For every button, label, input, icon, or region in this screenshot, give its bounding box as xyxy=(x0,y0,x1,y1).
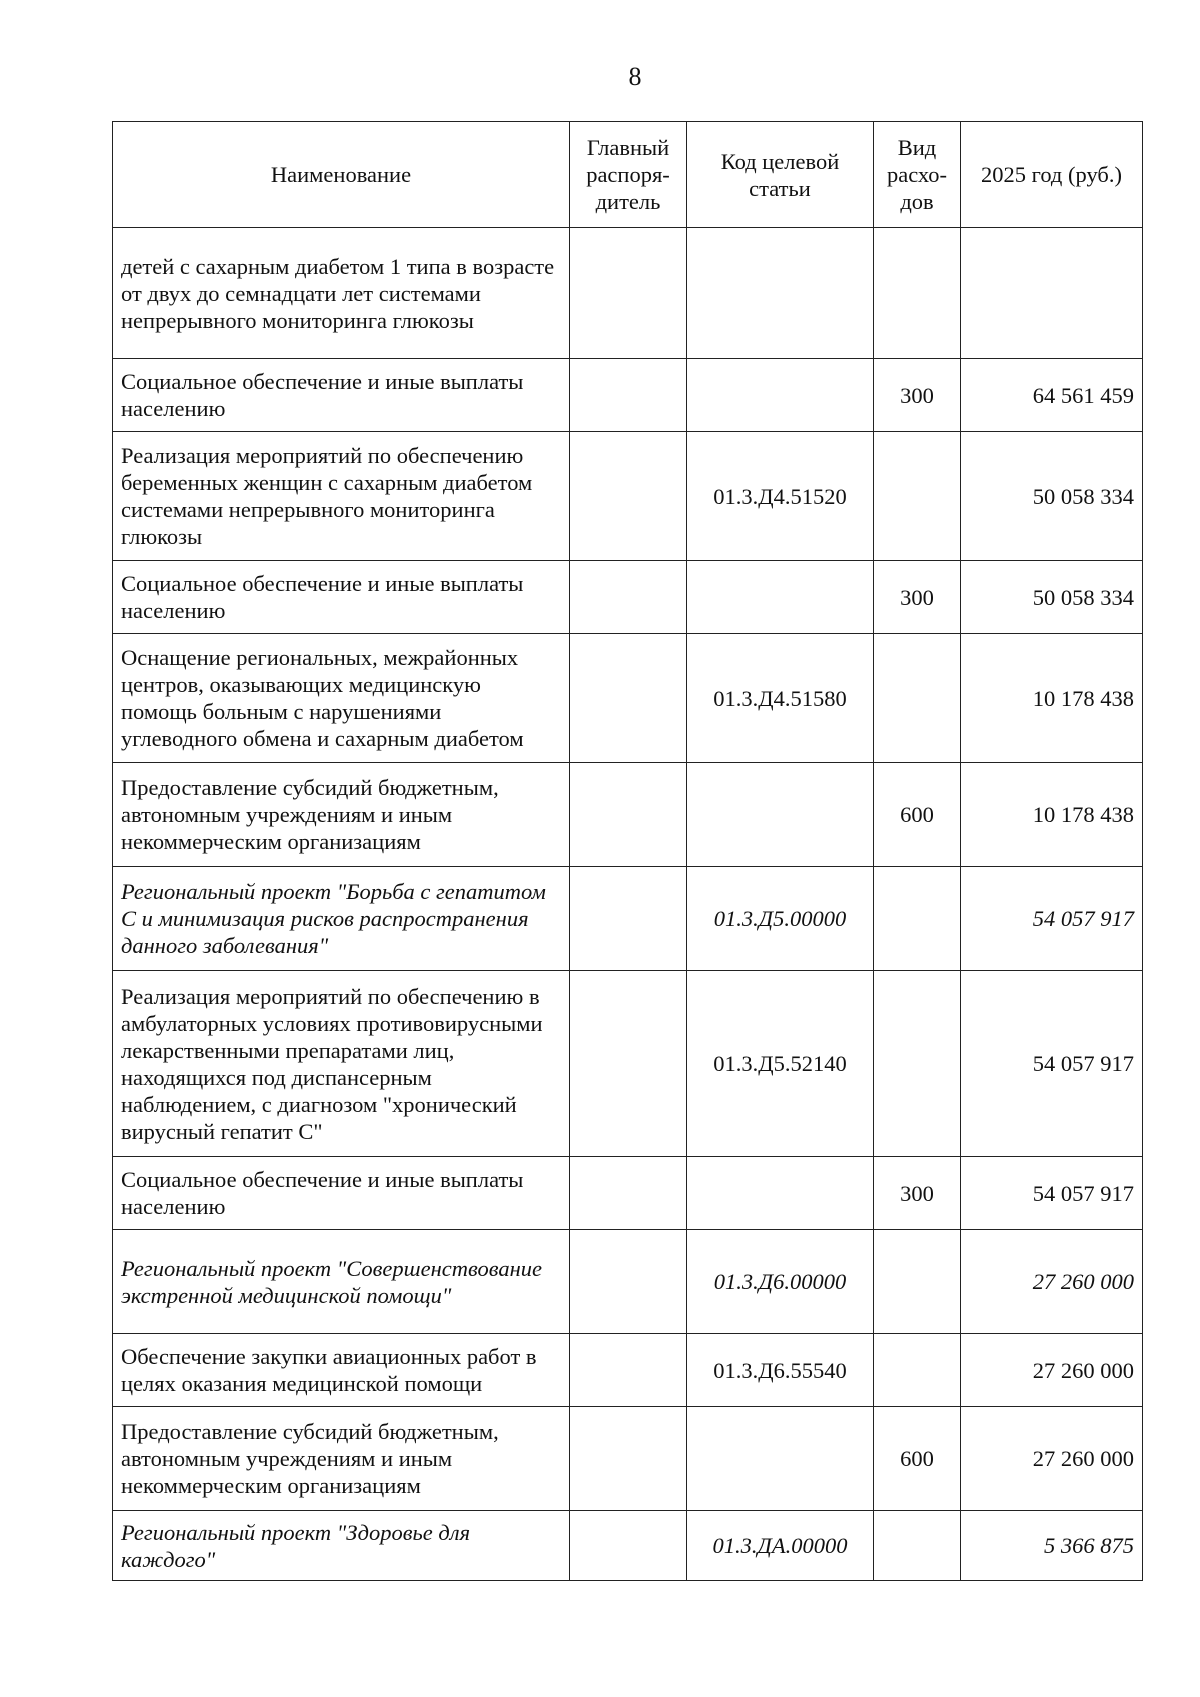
table-row xyxy=(113,867,1143,971)
row-kod-cell xyxy=(687,1407,874,1511)
row-kod-cell xyxy=(687,763,874,867)
row-amount-cell: 54 057 917 xyxy=(961,867,1143,971)
row-name-cell: Социальное обеспечение и иные выплаты населению xyxy=(113,1157,570,1230)
table-row xyxy=(113,1407,1143,1511)
table-row xyxy=(113,1157,1143,1230)
row-name-cell: Региональный проект "Борьба с гепатитом С и минимизация рисков распространения данного заболевания" xyxy=(113,867,570,971)
row-kod-cell: 01.3.Д6.55540 xyxy=(687,1334,874,1407)
row-name-cell: Реализация мероприятий по обеспечению беременных женщин с сахарным диабетом системами непрерывного мониторинга глюкозы xyxy=(113,432,570,561)
row-glavny-cell xyxy=(570,971,687,1157)
row-glavny-cell xyxy=(570,359,687,432)
table-row xyxy=(113,432,1143,561)
row-vid-cell xyxy=(874,867,961,971)
table-row xyxy=(113,1230,1143,1334)
row-name-cell: Обеспечение закупки авиационных работ в целях оказания медицинской помощи xyxy=(113,1334,570,1407)
row-kod-cell: 01.3.Д4.51520 xyxy=(687,432,874,561)
header-kod: Код целевой статьи xyxy=(687,122,874,228)
row-name-cell: Предоставление субсидий бюджетным, автономным учреждениям и иным некоммерческим организациям xyxy=(113,763,570,867)
row-glavny-cell xyxy=(570,1157,687,1230)
table-header-row xyxy=(113,122,1143,228)
row-glavny-cell xyxy=(570,1511,687,1581)
row-kod-cell xyxy=(687,561,874,634)
row-vid-cell xyxy=(874,971,961,1157)
row-kod-cell: 01.3.ДА.00000 xyxy=(687,1511,874,1581)
row-glavny-cell xyxy=(570,1230,687,1334)
row-name-cell: Предоставление субсидий бюджетным, автономным учреждениям и иным некоммерческим организациям xyxy=(113,1407,570,1511)
row-glavny-cell xyxy=(570,1334,687,1407)
table-row xyxy=(113,634,1143,763)
budget-table xyxy=(112,121,1143,1581)
row-vid-cell xyxy=(874,1511,961,1581)
row-amount-cell: 54 057 917 xyxy=(961,971,1143,1157)
row-kod-cell xyxy=(687,228,874,359)
row-amount-cell: 64 561 459 xyxy=(961,359,1143,432)
row-name-cell: детей с сахарным диабетом 1 типа в возрасте от двух до семнадцати лет системами непрерывного мониторинга глюкозы xyxy=(113,228,570,359)
row-kod-cell: 01.3.Д6.00000 xyxy=(687,1230,874,1334)
row-amount-cell: 27 260 000 xyxy=(961,1407,1143,1511)
row-glavny-cell xyxy=(570,1407,687,1511)
row-vid-cell xyxy=(874,228,961,359)
page-number: 8 xyxy=(628,62,642,91)
row-kod-cell: 01.3.Д5.00000 xyxy=(687,867,874,971)
row-amount-cell: 54 057 917 xyxy=(961,1157,1143,1230)
row-glavny-cell xyxy=(570,561,687,634)
row-vid-cell xyxy=(874,634,961,763)
row-name-cell: Региональный проект "Совершенствование экстренной медицинской помощи" xyxy=(113,1230,570,1334)
row-vid-cell: 600 xyxy=(874,1407,961,1511)
header-vid: Вид расхо-дов xyxy=(874,122,961,228)
table-row xyxy=(113,359,1143,432)
row-vid-cell: 300 xyxy=(874,1157,961,1230)
row-vid-cell xyxy=(874,432,961,561)
row-amount-cell: 27 260 000 xyxy=(961,1230,1143,1334)
row-glavny-cell xyxy=(570,432,687,561)
row-vid-cell: 300 xyxy=(874,359,961,432)
table-row xyxy=(113,971,1143,1157)
row-glavny-cell xyxy=(570,228,687,359)
row-glavny-cell xyxy=(570,634,687,763)
table-row xyxy=(113,763,1143,867)
row-kod-cell xyxy=(687,359,874,432)
row-name-cell: Социальное обеспечение и иные выплаты населению xyxy=(113,561,570,634)
row-vid-cell xyxy=(874,1334,961,1407)
row-vid-cell: 300 xyxy=(874,561,961,634)
table-row xyxy=(113,561,1143,634)
row-amount-cell: 27 260 000 xyxy=(961,1334,1143,1407)
row-name-cell: Оснащение региональных, межрайонных центров, оказывающих медицинскую помощь больным с нарушениями углеводного обмена и сахарным диабетом xyxy=(113,634,570,763)
row-kod-cell: 01.3.Д5.52140 xyxy=(687,971,874,1157)
row-kod-cell: 01.3.Д4.51580 xyxy=(687,634,874,763)
header-name: Наименование xyxy=(113,122,570,228)
row-name-cell: Социальное обеспечение и иные выплаты населению xyxy=(113,359,570,432)
row-amount-cell: 10 178 438 xyxy=(961,634,1143,763)
row-glavny-cell xyxy=(570,763,687,867)
row-name-cell: Реализация мероприятий по обеспечению в амбулаторных условиях противовирусными лекарственными препаратами лиц, находящихся под диспансерным наблюдением, с диагнозом "хронический вирусный гепатит С" xyxy=(113,971,570,1157)
row-amount-cell xyxy=(961,228,1143,359)
row-amount-cell: 10 178 438 xyxy=(961,763,1143,867)
row-name-cell: Региональный проект "Здоровье для каждого" xyxy=(113,1511,570,1581)
row-vid-cell xyxy=(874,1230,961,1334)
table-row xyxy=(113,228,1143,359)
table-row xyxy=(113,1511,1143,1581)
row-kod-cell xyxy=(687,1157,874,1230)
row-glavny-cell xyxy=(570,867,687,971)
header-year: 2025 год (руб.) xyxy=(961,122,1143,228)
row-amount-cell: 50 058 334 xyxy=(961,432,1143,561)
header-glavny: Главный распоря-дитель xyxy=(570,122,687,228)
row-amount-cell: 50 058 334 xyxy=(961,561,1143,634)
row-vid-cell: 600 xyxy=(874,763,961,867)
row-amount-cell: 5 366 875 xyxy=(961,1511,1143,1581)
table-row xyxy=(113,1334,1143,1407)
